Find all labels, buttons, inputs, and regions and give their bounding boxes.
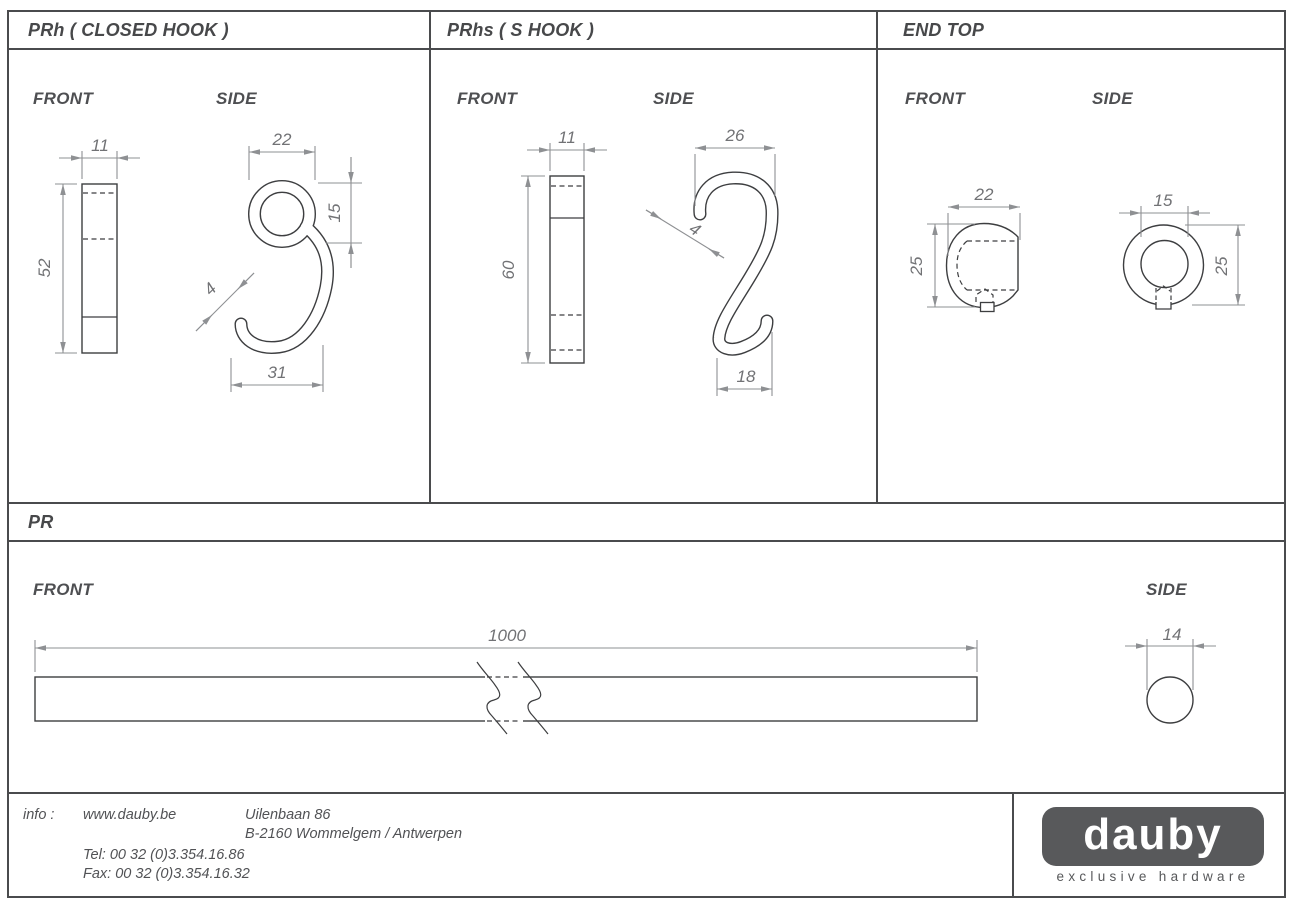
prh-side-label: SIDE	[216, 89, 257, 108]
dim-prh-front-width: 11	[91, 136, 109, 155]
dim-pr-diameter: 14	[1162, 625, 1182, 644]
frame-lines	[8, 11, 1285, 897]
dim-pr-length: 1000	[488, 626, 526, 645]
prhs-side-label: SIDE	[653, 89, 694, 108]
dim-prhs-front-height: 60	[499, 260, 518, 280]
dim-prh-side-width: 22	[272, 130, 292, 149]
address-line1: Uilenbaan 86	[245, 807, 331, 823]
dauby-logo	[1042, 807, 1264, 866]
endtop-side-drawing	[1119, 191, 1245, 309]
panel-title-prhs: PRhs ( S HOOK )	[447, 20, 595, 40]
phone-text: Tel: 00 32 (0)3.354.16.86	[83, 847, 245, 863]
panel-title-prh: PRh ( CLOSED HOOK )	[28, 20, 229, 40]
prhs-front-label: FRONT	[457, 89, 518, 108]
pr-front-label: FRONT	[33, 580, 94, 599]
dim-endtop-side-width: 15	[1153, 191, 1173, 210]
dim-endtop-side-height: 25	[1212, 256, 1231, 276]
dim-prh-side-wire-dia: 4	[200, 278, 221, 300]
pr-side-drawing	[1125, 625, 1216, 723]
prh-side-drawing	[196, 130, 362, 392]
pr-side-label: SIDE	[1146, 580, 1187, 599]
website-text: www.dauby.be	[83, 807, 177, 823]
dim-prh-front-height: 52	[35, 258, 54, 278]
dim-endtop-front-height: 25	[907, 256, 926, 276]
dauby-logo-text: dauby	[1083, 809, 1223, 859]
dim-prh-side-eye-height: 15	[325, 203, 344, 223]
dim-prh-side-hook-width: 31	[267, 363, 287, 382]
dim-prhs-front-width: 11	[558, 128, 576, 147]
endtop-front-drawing	[907, 185, 1020, 312]
info-label: info :	[23, 807, 55, 823]
fax-text: Fax: 00 32 (0)3.354.16.32	[83, 866, 250, 882]
panel-title-endtop: END TOP	[903, 20, 985, 40]
dim-endtop-front-width: 22	[974, 185, 994, 204]
prh-front-label: FRONT	[33, 89, 94, 108]
prh-front-drawing	[35, 136, 140, 353]
endtop-side-label: SIDE	[1092, 89, 1133, 108]
panel-title-pr: PR	[28, 512, 54, 532]
pr-front-drawing	[35, 626, 977, 734]
endtop-front-label: FRONT	[905, 89, 966, 108]
dim-prhs-side-width: 26	[725, 126, 745, 145]
dim-prhs-side-wire-dia: 4	[685, 218, 705, 240]
dim-prhs-side-hook-width: 18	[736, 367, 756, 386]
prhs-side-drawing	[646, 126, 775, 396]
dauby-logo-tagline: exclusive hardware	[1056, 869, 1250, 884]
prhs-front-drawing	[499, 128, 607, 363]
address-line2: B-2160 Wommelgem / Antwerpen	[245, 826, 463, 842]
